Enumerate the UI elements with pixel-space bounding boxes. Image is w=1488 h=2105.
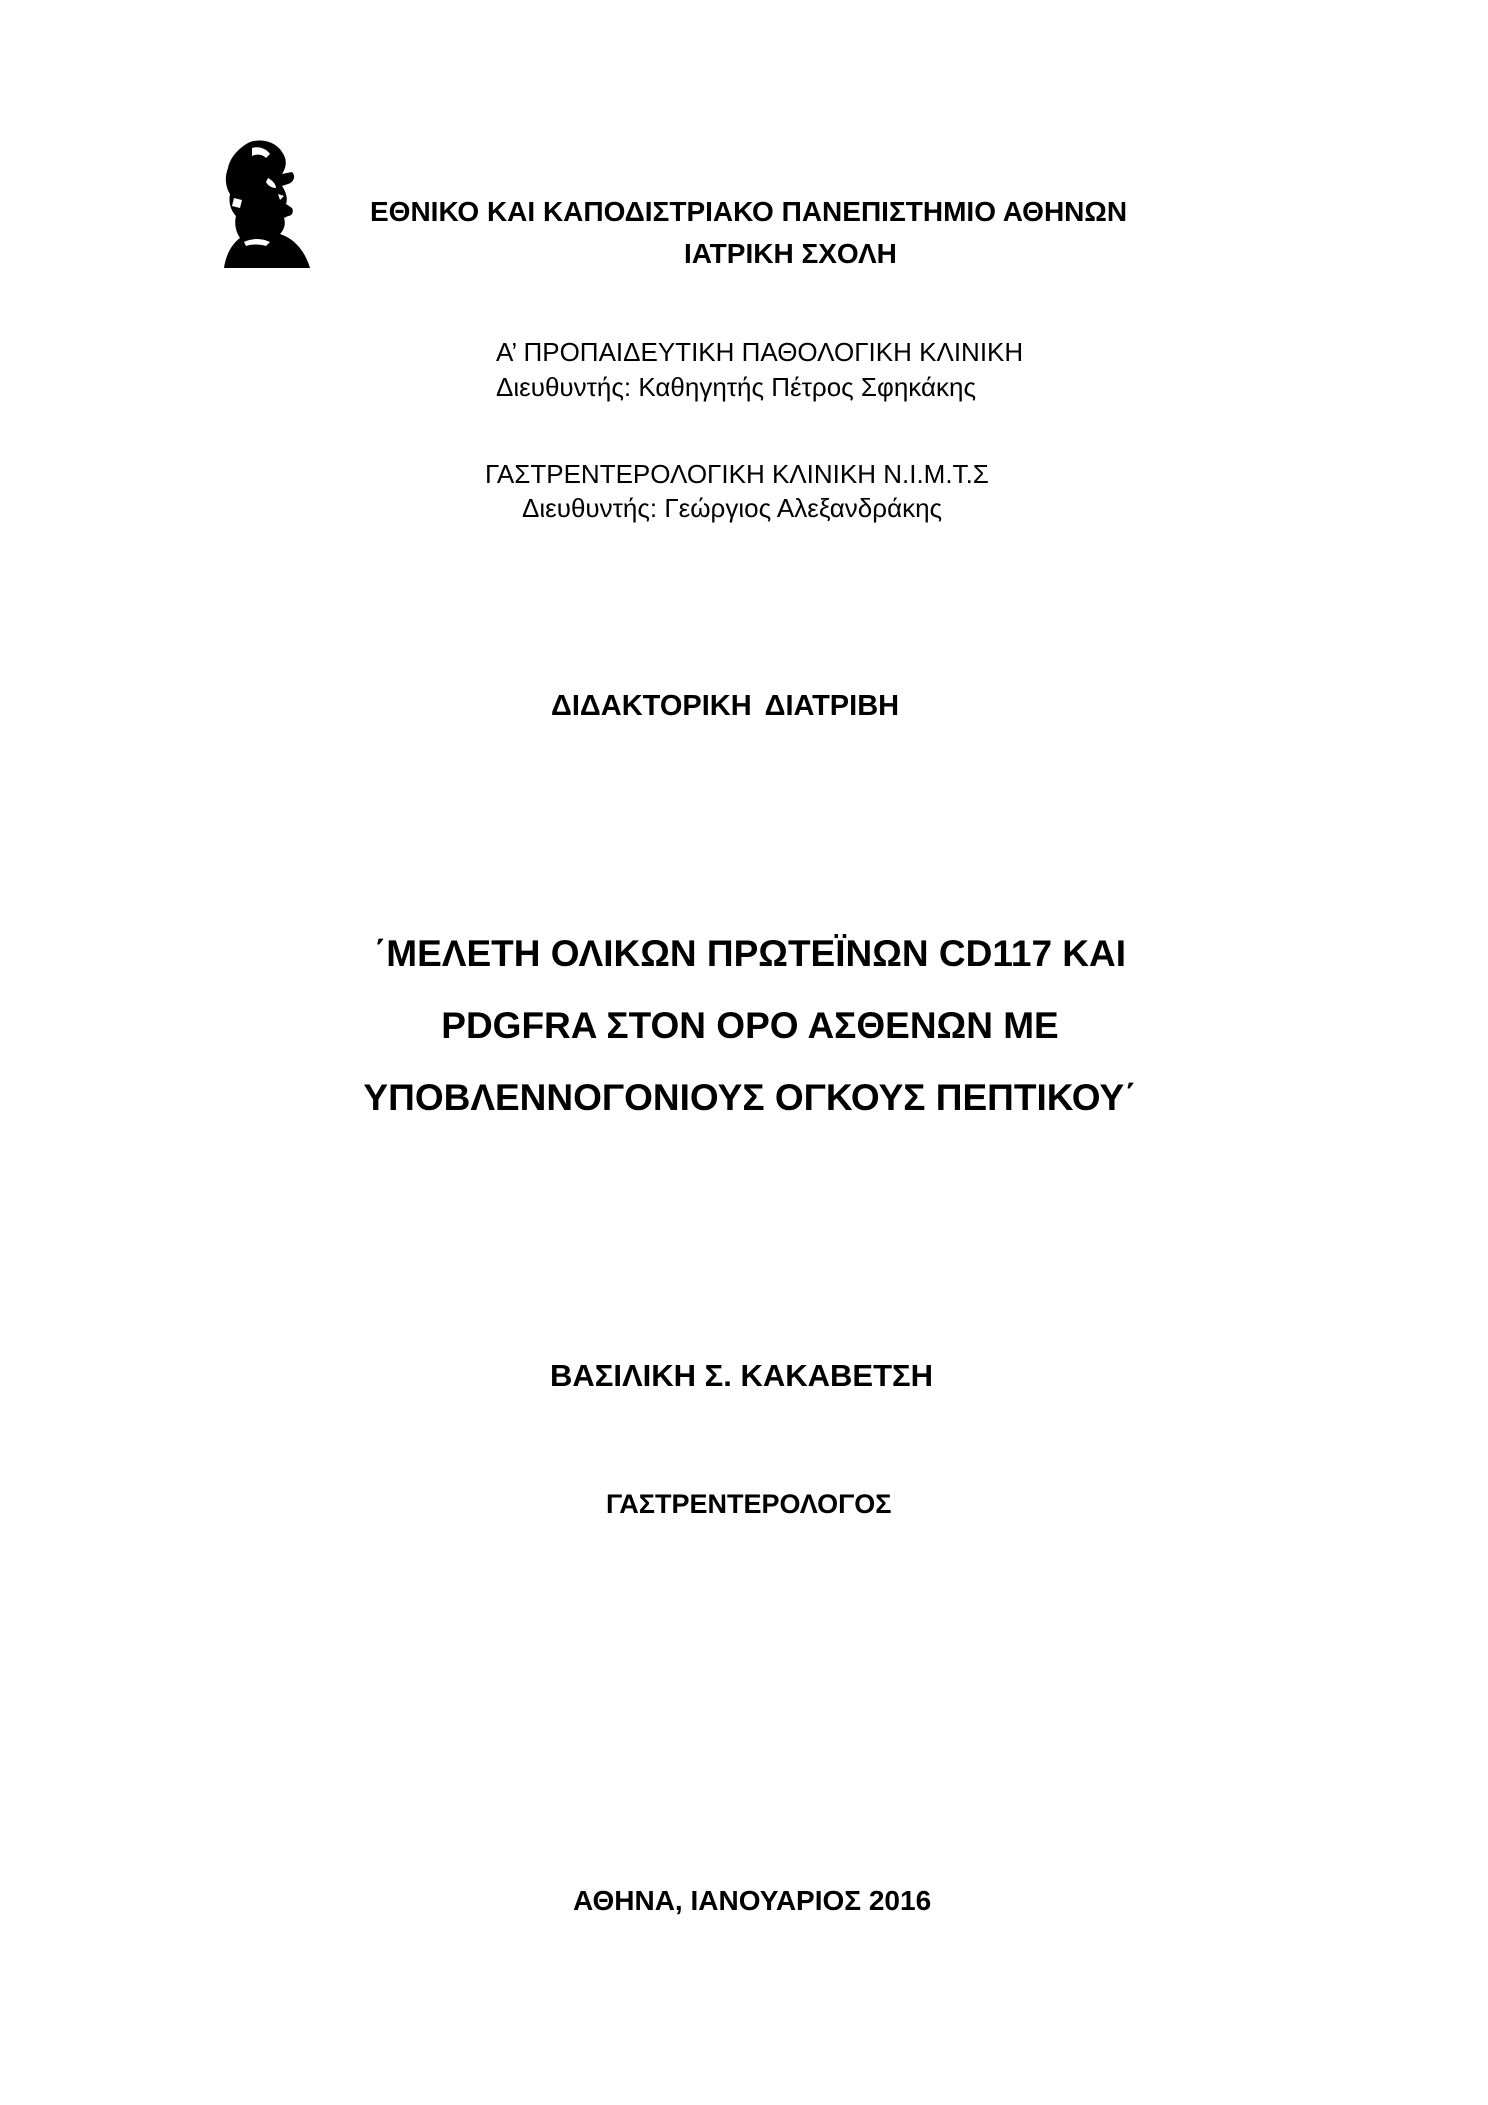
clinic-name: ΓΑΣΤΡΕΝΤΕΡΟΛΟΓΙΚΗ ΚΛΙΝΙΚΗ Ν.Ι.Μ.Τ.Σ [485, 459, 989, 489]
school-name: ΙΑΤΡΙΚΗ ΣΧΟΛΗ [684, 238, 897, 269]
university-name: ΕΘΝΙΚΟ ΚΑΙ ΚΑΠΟΔΙΣΤΡΙΑΚΟ ΠΑΝΕΠΙΣΤΗΜΙΟ ΑΘΗΝΩΝ [370, 196, 1128, 227]
thesis-title [200, 918, 1300, 1134]
clinic-director: Διευθυντής: Γεώργιος Αλεξανδράκης [522, 493, 943, 523]
title-line: ΥΠΟΒΛΕΝΝΟΓΟΝΙΟΥΣ ΟΓΚΟΥΣ ΠΕΠΤΙΚΟΥ΄ [363, 1077, 1137, 1118]
clinic-name: Α’ ΠΡΟΠΑΙΔΕΥΤΙΚΗ ΠΑΘΟΛΟΓΙΚΗ ΚΛΙΝΙΚΗ [496, 337, 1024, 367]
clinic-director: Διευθυντής: Καθηγητής Πέτρος Σφηκάκης [496, 372, 976, 402]
thesis-type: ΔΙΔΑΚΤΟΡΙΚΗ ΔΙΑΤΡΙΒΗ [551, 690, 900, 722]
author-name: ΒΑΣΙΛΙΚΗ Σ. ΚΑΚΑΒΕΤΣΗ [550, 1358, 934, 1393]
title-line: ΄ΜΕΛΕΤΗ ΟΛΙΚΩΝ ΠΡΩΤΕΪΝΩΝ CD117 ΚΑΙ [373, 933, 1127, 974]
place-date: ΑΘΗΝΑ, ΙΑΝΟΥΑΡΙΟΣ 2016 [573, 1885, 932, 1916]
athena-logo-icon [222, 138, 314, 270]
author-specialty: ΓΑΣΤΡΕΝΤΕΡΟΛΟΓΟΣ [606, 1489, 892, 1519]
title-line: PDGFRA ΣΤΟΝ ΟΡΟ ΑΣΘΕΝΩΝ ΜΕ [441, 1005, 1059, 1046]
